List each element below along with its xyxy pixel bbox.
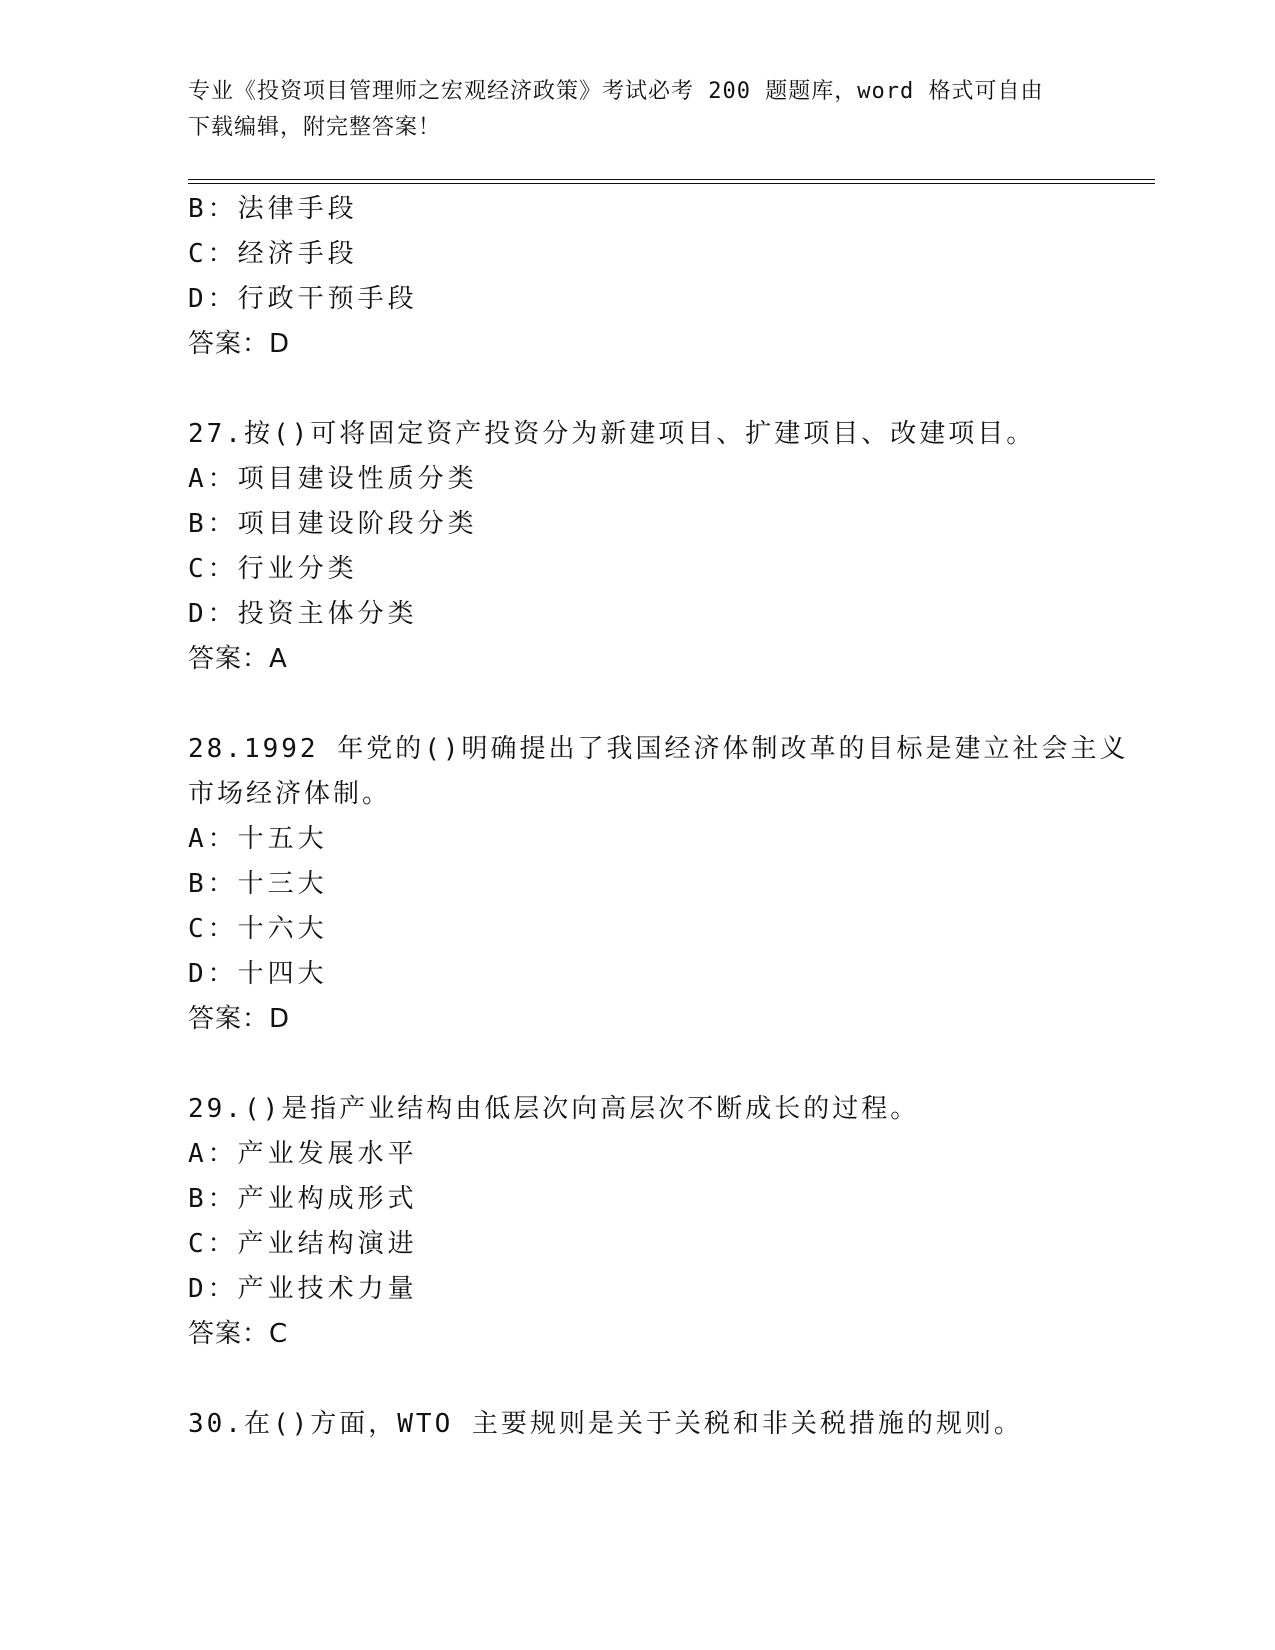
header-divider-bottom xyxy=(188,183,1155,184)
q26-option-c: C：经济手段 xyxy=(188,239,358,269)
header-divider-top xyxy=(188,179,1155,180)
q30-question: 30.在()方面，WTO 主要规则是关于关税和非关税措施的规则。 xyxy=(188,1409,1023,1439)
q29-option-a: A：产业发展水平 xyxy=(188,1139,418,1169)
document-header xyxy=(188,74,1088,146)
q27-question: 27.按()可将固定资产投资分为新建项目、扩建项目、改建项目。 xyxy=(188,419,1036,449)
q26-answer: 答案：D xyxy=(188,329,291,359)
q27-answer: 答案：A xyxy=(188,644,288,674)
q27-option-d: D：投资主体分类 xyxy=(188,599,418,629)
q28-option-b: B：十三大 xyxy=(188,869,328,899)
header-line-2: 下载编辑，附完整答案！ xyxy=(188,115,442,140)
q28-question-line-2: 市场经济体制。 xyxy=(188,779,392,809)
q29-option-b: B：产业构成形式 xyxy=(188,1184,418,1214)
q26-option-d: D：行政干预手段 xyxy=(188,284,418,314)
q28-option-d: D：十四大 xyxy=(188,959,328,989)
q27-option-a: A：项目建设性质分类 xyxy=(188,464,478,494)
q26-option-b: B：法律手段 xyxy=(188,194,358,224)
q29-answer: 答案：C xyxy=(188,1319,289,1349)
q29-question: 29.()是指产业结构由低层次向高层次不断成长的过程。 xyxy=(188,1094,920,1124)
q29-option-d: D：产业技术力量 xyxy=(188,1274,418,1304)
q29-option-c: C：产业结构演进 xyxy=(188,1229,418,1259)
q27-option-c: C：行业分类 xyxy=(188,554,358,584)
q28-question-line-1: 28.1992 年党的()明确提出了我国经济体制改革的目标是建立社会主义 xyxy=(188,734,1129,764)
q27-option-b: B：项目建设阶段分类 xyxy=(188,509,478,539)
q28-option-a: A：十五大 xyxy=(188,824,328,854)
header-line-1: 专业《投资项目管理师之宏观经济政策》考试必考 200 题题库，word 格式可自由 xyxy=(188,79,1044,104)
q28-answer: 答案：D xyxy=(188,1004,291,1034)
q28-option-c: C：十六大 xyxy=(188,914,328,944)
